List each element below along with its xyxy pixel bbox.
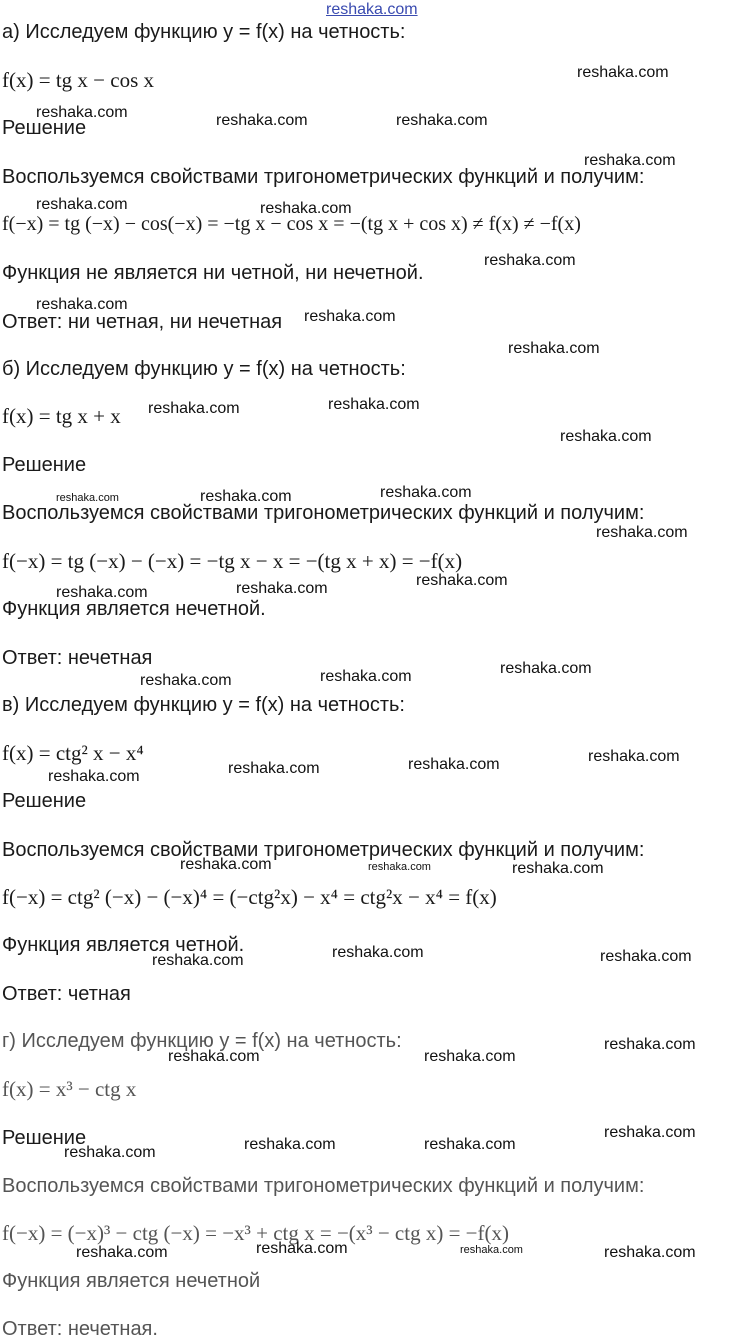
section-b-heading: б) Исследуем функцию y = f(x) на четность:	[2, 358, 406, 380]
watermark: reshaka.com	[600, 948, 692, 965]
section-b-method: Воспользуемся свойствами тригонометрических функций и получим:	[2, 502, 645, 524]
watermark: reshaka.com	[304, 308, 396, 325]
watermark: reshaka.com	[604, 1124, 696, 1141]
watermark: reshaka.com	[236, 580, 328, 597]
watermark: reshaka.com	[168, 1048, 260, 1065]
watermark: reshaka.com	[328, 396, 420, 413]
watermark: reshaka.com	[64, 1144, 156, 1161]
section-d-heading: г) Исследуем функцию y = f(x) на четность:	[2, 1030, 402, 1052]
watermark: reshaka.com	[180, 856, 272, 873]
watermark: reshaka.com	[368, 861, 431, 873]
watermark: reshaka.com	[320, 668, 412, 685]
section-a-derivation: f(−x) = tg (−x) − cos(−x) = −tg x − cos x = −(tg x + cos x) ≠ f(x) ≠ −f(x)	[2, 213, 581, 235]
section-d-solution-label: Решение	[2, 1127, 87, 1149]
watermark: reshaka.com	[36, 296, 128, 313]
watermark: reshaka.com	[36, 196, 128, 213]
watermark: reshaka.com	[48, 768, 140, 785]
watermark: reshaka.com	[56, 492, 119, 504]
watermark: reshaka.com	[577, 64, 669, 81]
watermark: reshaka.com	[408, 756, 500, 773]
section-a-solution-label: Решение	[2, 117, 87, 139]
section-c-heading: в) Исследуем функцию y = f(x) на четность:	[2, 694, 405, 716]
section-c-derivation: f(−x) = ctg² (−x) − (−x)⁴ = (−ctg²x) − x⁴ = ctg²x − x⁴ = f(x)	[2, 885, 497, 909]
section-b-conclusion: Функция является нечетной.	[2, 598, 266, 620]
watermark: reshaka.com	[152, 952, 244, 969]
section-a-function: f(x) = tg x − cos x	[2, 68, 154, 92]
section-c-method: Воспользуемся свойствами тригонометрических функций и получим:	[2, 839, 645, 861]
section-d-function: f(x) = x³ − ctg x	[2, 1077, 137, 1101]
watermark: reshaka.com	[424, 1136, 516, 1153]
section-b-answer: Ответ: нечетная	[2, 647, 153, 669]
watermark: reshaka.com	[244, 1136, 336, 1153]
section-d-method: Воспользуемся свойствами тригонометрических функций и получим:	[2, 1175, 645, 1197]
section-b-solution-label: Решение	[2, 454, 87, 476]
watermark: reshaka.com	[424, 1048, 516, 1065]
watermark: reshaka.com	[260, 200, 352, 217]
section-b-function: f(x) = tg x + x	[2, 404, 121, 428]
watermark: reshaka.com	[508, 340, 600, 357]
watermark: reshaka.com	[76, 1244, 168, 1261]
watermark: reshaka.com	[56, 584, 148, 601]
watermark: reshaka.com	[148, 400, 240, 417]
section-c-conclusion: Функция является четной.	[2, 934, 245, 956]
watermark: reshaka.com	[460, 1244, 523, 1256]
section-c-answer: Ответ: четная	[2, 983, 131, 1005]
watermark: reshaka.com	[604, 1036, 696, 1053]
watermark: reshaka.com	[560, 428, 652, 445]
section-a-method: Воспользуемся свойствами тригонометрических функций и получим:	[2, 166, 645, 188]
watermark: reshaka.com	[396, 112, 488, 129]
section-c-solution-label: Решение	[2, 790, 87, 812]
section-d-derivation: f(−x) = (−x)³ − ctg (−x) = −x³ + ctg x = −(x³ − ctg x) = −f(x)	[2, 1221, 509, 1245]
watermark: reshaka.com	[500, 660, 592, 677]
watermark: reshaka.com	[228, 760, 320, 777]
watermark: reshaka.com	[332, 944, 424, 961]
section-a-conclusion: Функция не является ни четной, ни нечетной.	[2, 262, 424, 284]
watermark: reshaka.com	[140, 672, 232, 689]
watermark: reshaka.com	[200, 488, 292, 505]
watermark: reshaka.com	[512, 860, 604, 877]
section-c-function: f(x) = ctg² x − x⁴	[2, 741, 144, 765]
watermark: reshaka.com	[216, 112, 308, 129]
section-a-heading: а) Исследуем функцию y = f(x) на четность:	[2, 21, 406, 43]
watermark: reshaka.com	[484, 252, 576, 269]
watermark: reshaka.com	[416, 572, 508, 589]
watermark: reshaka.com	[380, 484, 472, 501]
watermark: reshaka.com	[584, 152, 676, 169]
section-b-derivation: f(−x) = tg (−x) − (−x) = −tg x − x = −(tg x + x) = −f(x)	[2, 549, 463, 573]
section-d-answer: Ответ: нечетная.	[2, 1318, 158, 1340]
watermark: reshaka.com	[596, 524, 688, 541]
watermark: reshaka.com	[256, 1240, 348, 1257]
site-link[interactable]: reshaka.com	[326, 1, 418, 18]
section-d-conclusion: Функция является нечетной	[2, 1270, 261, 1292]
watermark: reshaka.com	[604, 1244, 696, 1261]
watermark: reshaka.com	[36, 104, 128, 121]
section-a-answer: Ответ: ни четная, ни нечетная	[2, 311, 283, 333]
watermark: reshaka.com	[588, 748, 680, 765]
